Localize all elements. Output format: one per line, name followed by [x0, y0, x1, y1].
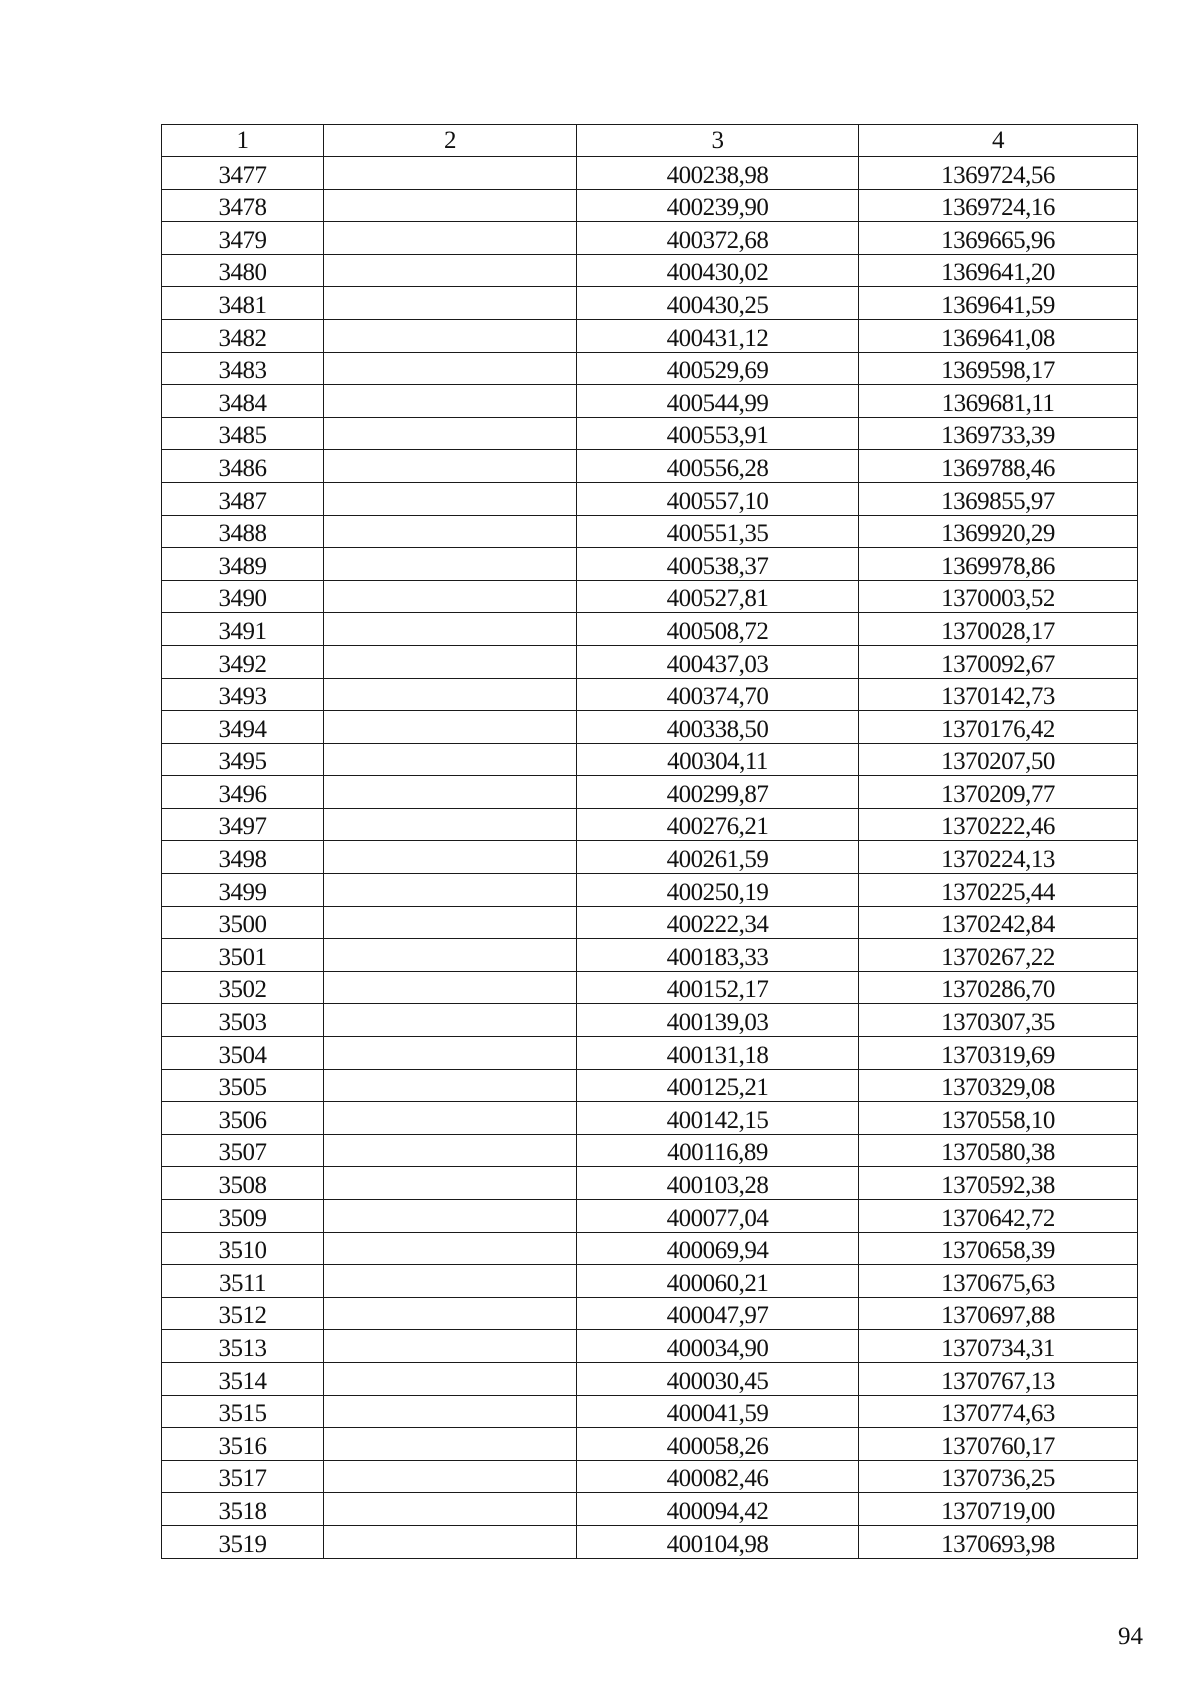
- point-number-cell: 3491: [162, 613, 324, 646]
- table-row: [162, 1069, 1138, 1102]
- y-coordinate-cell: 1370592,38: [859, 1167, 1138, 1200]
- x-coordinate-cell: 400047,97: [577, 1297, 859, 1330]
- x-coordinate-cell: 400430,02: [577, 254, 859, 287]
- empty-cell: [324, 613, 577, 646]
- table-row: [162, 254, 1138, 287]
- point-number-cell: 3482: [162, 319, 324, 352]
- y-coordinate-cell: 1370558,10: [859, 1102, 1138, 1135]
- empty-cell: [324, 287, 577, 320]
- empty-cell: [324, 548, 577, 581]
- empty-cell: [324, 385, 577, 418]
- empty-cell: [324, 1004, 577, 1037]
- table-row: [162, 1004, 1138, 1037]
- table-row: [162, 1330, 1138, 1363]
- y-coordinate-cell: 1370142,73: [859, 678, 1138, 711]
- x-coordinate-cell: 400222,34: [577, 906, 859, 939]
- point-number-cell: 3490: [162, 580, 324, 613]
- table-row: [162, 808, 1138, 841]
- x-coordinate-cell: 400374,70: [577, 678, 859, 711]
- point-number-cell: 3517: [162, 1460, 324, 1493]
- x-coordinate-cell: 400544,99: [577, 385, 859, 418]
- point-number-cell: 3496: [162, 776, 324, 809]
- table-row: [162, 1037, 1138, 1070]
- y-coordinate-cell: 1370286,70: [859, 971, 1138, 1004]
- point-number-cell: 3502: [162, 971, 324, 1004]
- x-coordinate-cell: 400077,04: [577, 1200, 859, 1233]
- empty-cell: [324, 189, 577, 222]
- empty-cell: [324, 1493, 577, 1526]
- x-coordinate-cell: 400238,98: [577, 157, 859, 190]
- empty-cell: [324, 515, 577, 548]
- y-coordinate-cell: 1370642,72: [859, 1200, 1138, 1233]
- y-coordinate-cell: 1370267,22: [859, 939, 1138, 972]
- point-number-cell: 3506: [162, 1102, 324, 1135]
- table-row: [162, 1134, 1138, 1167]
- table-header-row: [162, 125, 1138, 157]
- x-coordinate-cell: 400030,45: [577, 1362, 859, 1395]
- x-coordinate-cell: 400152,17: [577, 971, 859, 1004]
- table-row: [162, 1493, 1138, 1526]
- point-number-cell: 3484: [162, 385, 324, 418]
- x-coordinate-cell: 400125,21: [577, 1069, 859, 1102]
- table-row: [162, 939, 1138, 972]
- y-coordinate-cell: 1370003,52: [859, 580, 1138, 613]
- y-coordinate-cell: 1370224,13: [859, 841, 1138, 874]
- empty-cell: [324, 1428, 577, 1461]
- point-number-cell: 3481: [162, 287, 324, 320]
- point-number-cell: 3518: [162, 1493, 324, 1526]
- empty-cell: [324, 417, 577, 450]
- x-coordinate-cell: 400437,03: [577, 645, 859, 678]
- x-coordinate-cell: 400304,11: [577, 743, 859, 776]
- x-coordinate-cell: 400069,94: [577, 1232, 859, 1265]
- y-coordinate-cell: 1370092,67: [859, 645, 1138, 678]
- y-coordinate-cell: 1370719,00: [859, 1493, 1138, 1526]
- x-coordinate-cell: 400116,89: [577, 1134, 859, 1167]
- y-coordinate-cell: 1370209,77: [859, 776, 1138, 809]
- table-row: [162, 743, 1138, 776]
- x-coordinate-cell: 400551,35: [577, 515, 859, 548]
- y-coordinate-cell: 1370319,69: [859, 1037, 1138, 1070]
- table-row: [162, 971, 1138, 1004]
- y-coordinate-cell: 1369665,96: [859, 222, 1138, 255]
- y-coordinate-cell: 1370222,46: [859, 808, 1138, 841]
- point-number-cell: 3504: [162, 1037, 324, 1070]
- empty-cell: [324, 939, 577, 972]
- point-number-cell: 3498: [162, 841, 324, 874]
- table-row: [162, 1362, 1138, 1395]
- empty-cell: [324, 1265, 577, 1298]
- point-number-cell: 3494: [162, 711, 324, 744]
- y-coordinate-cell: 1370580,38: [859, 1134, 1138, 1167]
- table-row: [162, 1102, 1138, 1135]
- point-number-cell: 3495: [162, 743, 324, 776]
- empty-cell: [324, 352, 577, 385]
- y-coordinate-cell: 1369788,46: [859, 450, 1138, 483]
- y-coordinate-cell: 1369641,08: [859, 319, 1138, 352]
- point-number-cell: 3487: [162, 482, 324, 515]
- empty-cell: [324, 678, 577, 711]
- y-coordinate-cell: 1370658,39: [859, 1232, 1138, 1265]
- coordinates-table: [161, 124, 1138, 1559]
- point-number-cell: 3493: [162, 678, 324, 711]
- x-coordinate-cell: 400508,72: [577, 613, 859, 646]
- table-body: [162, 157, 1138, 1559]
- point-number-cell: 3492: [162, 645, 324, 678]
- point-number-cell: 3512: [162, 1297, 324, 1330]
- table-row: [162, 1395, 1138, 1428]
- x-coordinate-cell: 400529,69: [577, 352, 859, 385]
- y-coordinate-cell: 1369978,86: [859, 548, 1138, 581]
- x-coordinate-cell: 400431,12: [577, 319, 859, 352]
- y-coordinate-cell: 1369855,97: [859, 482, 1138, 515]
- x-coordinate-cell: 400034,90: [577, 1330, 859, 1363]
- table-row: [162, 678, 1138, 711]
- empty-cell: [324, 1232, 577, 1265]
- empty-cell: [324, 971, 577, 1004]
- point-number-cell: 3513: [162, 1330, 324, 1363]
- point-number-cell: 3510: [162, 1232, 324, 1265]
- point-number-cell: 3500: [162, 906, 324, 939]
- empty-cell: [324, 580, 577, 613]
- empty-cell: [324, 1362, 577, 1395]
- table-row: [162, 385, 1138, 418]
- table-row: [162, 1200, 1138, 1233]
- empty-cell: [324, 1069, 577, 1102]
- point-number-cell: 3479: [162, 222, 324, 255]
- table-row: [162, 157, 1138, 190]
- y-coordinate-cell: 1370693,98: [859, 1525, 1138, 1558]
- x-coordinate-cell: 400139,03: [577, 1004, 859, 1037]
- x-coordinate-cell: 400553,91: [577, 417, 859, 450]
- table-row: [162, 1265, 1138, 1298]
- column-header-3: 3: [577, 125, 859, 157]
- point-number-cell: 3515: [162, 1395, 324, 1428]
- x-coordinate-cell: 400082,46: [577, 1460, 859, 1493]
- x-coordinate-cell: 400142,15: [577, 1102, 859, 1135]
- empty-cell: [324, 1297, 577, 1330]
- x-coordinate-cell: 400060,21: [577, 1265, 859, 1298]
- empty-cell: [324, 1460, 577, 1493]
- point-number-cell: 3519: [162, 1525, 324, 1558]
- x-coordinate-cell: 400103,28: [577, 1167, 859, 1200]
- empty-cell: [324, 808, 577, 841]
- point-number-cell: 3499: [162, 874, 324, 907]
- point-number-cell: 3508: [162, 1167, 324, 1200]
- empty-cell: [324, 1200, 577, 1233]
- x-coordinate-cell: 400557,10: [577, 482, 859, 515]
- y-coordinate-cell: 1369641,59: [859, 287, 1138, 320]
- empty-cell: [324, 319, 577, 352]
- point-number-cell: 3514: [162, 1362, 324, 1395]
- table-row: [162, 189, 1138, 222]
- point-number-cell: 3488: [162, 515, 324, 548]
- y-coordinate-cell: 1369920,29: [859, 515, 1138, 548]
- empty-cell: [324, 776, 577, 809]
- y-coordinate-cell: 1370028,17: [859, 613, 1138, 646]
- empty-cell: [324, 645, 577, 678]
- table-row: [162, 841, 1138, 874]
- y-coordinate-cell: 1370767,13: [859, 1362, 1138, 1395]
- y-coordinate-cell: 1370736,25: [859, 1460, 1138, 1493]
- empty-cell: [324, 711, 577, 744]
- x-coordinate-cell: 400104,98: [577, 1525, 859, 1558]
- point-number-cell: 3501: [162, 939, 324, 972]
- point-number-cell: 3485: [162, 417, 324, 450]
- x-coordinate-cell: 400372,68: [577, 222, 859, 255]
- y-coordinate-cell: 1370734,31: [859, 1330, 1138, 1363]
- table-row: [162, 1232, 1138, 1265]
- empty-cell: [324, 841, 577, 874]
- table-row: [162, 1167, 1138, 1200]
- table-row: [162, 711, 1138, 744]
- table-row: [162, 417, 1138, 450]
- empty-cell: [324, 1134, 577, 1167]
- point-number-cell: 3489: [162, 548, 324, 581]
- empty-cell: [324, 222, 577, 255]
- table-row: [162, 1428, 1138, 1461]
- empty-cell: [324, 482, 577, 515]
- page-number: 94: [1118, 1623, 1143, 1650]
- column-header-2: 2: [324, 125, 577, 157]
- point-number-cell: 3497: [162, 808, 324, 841]
- table-row: [162, 776, 1138, 809]
- x-coordinate-cell: 400276,21: [577, 808, 859, 841]
- empty-cell: [324, 874, 577, 907]
- y-coordinate-cell: 1370329,08: [859, 1069, 1138, 1102]
- x-coordinate-cell: 400041,59: [577, 1395, 859, 1428]
- empty-cell: [324, 1037, 577, 1070]
- x-coordinate-cell: 400131,18: [577, 1037, 859, 1070]
- y-coordinate-cell: 1370307,35: [859, 1004, 1138, 1037]
- x-coordinate-cell: 400299,87: [577, 776, 859, 809]
- y-coordinate-cell: 1370697,88: [859, 1297, 1138, 1330]
- empty-cell: [324, 157, 577, 190]
- empty-cell: [324, 1395, 577, 1428]
- table-row: [162, 874, 1138, 907]
- y-coordinate-cell: 1369733,39: [859, 417, 1138, 450]
- table-row: [162, 1460, 1138, 1493]
- point-number-cell: 3507: [162, 1134, 324, 1167]
- point-number-cell: 3478: [162, 189, 324, 222]
- table-row: [162, 515, 1138, 548]
- column-header-4: 4: [859, 125, 1138, 157]
- y-coordinate-cell: 1370176,42: [859, 711, 1138, 744]
- y-coordinate-cell: 1370207,50: [859, 743, 1138, 776]
- point-number-cell: 3505: [162, 1069, 324, 1102]
- x-coordinate-cell: 400430,25: [577, 287, 859, 320]
- empty-cell: [324, 1525, 577, 1558]
- table-row: [162, 645, 1138, 678]
- table-row: [162, 482, 1138, 515]
- table-row: [162, 613, 1138, 646]
- column-header-1: 1: [162, 125, 324, 157]
- point-number-cell: 3509: [162, 1200, 324, 1233]
- point-number-cell: 3511: [162, 1265, 324, 1298]
- x-coordinate-cell: 400556,28: [577, 450, 859, 483]
- y-coordinate-cell: 1369724,16: [859, 189, 1138, 222]
- x-coordinate-cell: 400261,59: [577, 841, 859, 874]
- point-number-cell: 3486: [162, 450, 324, 483]
- point-number-cell: 3480: [162, 254, 324, 287]
- x-coordinate-cell: 400527,81: [577, 580, 859, 613]
- x-coordinate-cell: 400094,42: [577, 1493, 859, 1526]
- table-row: [162, 222, 1138, 255]
- point-number-cell: 3477: [162, 157, 324, 190]
- y-coordinate-cell: 1369724,56: [859, 157, 1138, 190]
- y-coordinate-cell: 1369641,20: [859, 254, 1138, 287]
- point-number-cell: 3516: [162, 1428, 324, 1461]
- table-row: [162, 580, 1138, 613]
- y-coordinate-cell: 1370760,17: [859, 1428, 1138, 1461]
- x-coordinate-cell: 400183,33: [577, 939, 859, 972]
- empty-cell: [324, 1167, 577, 1200]
- table-row: [162, 287, 1138, 320]
- table-row: [162, 906, 1138, 939]
- x-coordinate-cell: 400250,19: [577, 874, 859, 907]
- y-coordinate-cell: 1369681,11: [859, 385, 1138, 418]
- y-coordinate-cell: 1370242,84: [859, 906, 1138, 939]
- table-row: [162, 1297, 1138, 1330]
- point-number-cell: 3503: [162, 1004, 324, 1037]
- empty-cell: [324, 743, 577, 776]
- table-row: [162, 352, 1138, 385]
- empty-cell: [324, 906, 577, 939]
- y-coordinate-cell: 1370675,63: [859, 1265, 1138, 1298]
- x-coordinate-cell: 400239,90: [577, 189, 859, 222]
- y-coordinate-cell: 1370774,63: [859, 1395, 1138, 1428]
- table-row: [162, 319, 1138, 352]
- empty-cell: [324, 450, 577, 483]
- table-row: [162, 1525, 1138, 1558]
- empty-cell: [324, 1330, 577, 1363]
- x-coordinate-cell: 400338,50: [577, 711, 859, 744]
- y-coordinate-cell: 1369598,17: [859, 352, 1138, 385]
- table-row: [162, 450, 1138, 483]
- x-coordinate-cell: 400058,26: [577, 1428, 859, 1461]
- table-row: [162, 548, 1138, 581]
- empty-cell: [324, 1102, 577, 1135]
- y-coordinate-cell: 1370225,44: [859, 874, 1138, 907]
- empty-cell: [324, 254, 577, 287]
- point-number-cell: 3483: [162, 352, 324, 385]
- x-coordinate-cell: 400538,37: [577, 548, 859, 581]
